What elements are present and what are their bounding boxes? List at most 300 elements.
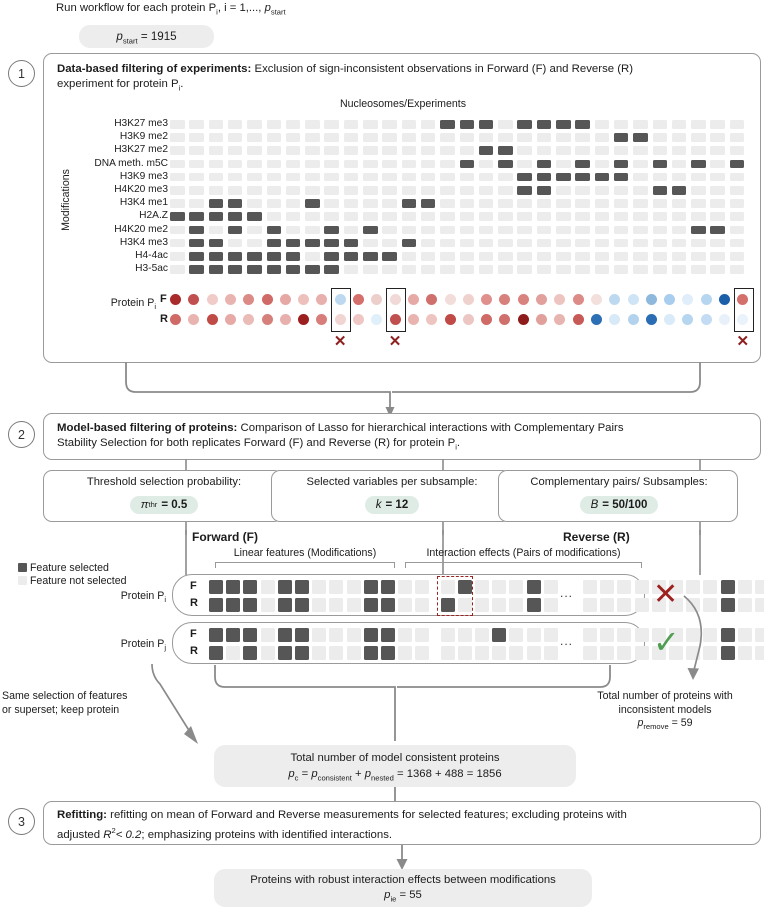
protein-dot-reverse	[243, 314, 254, 325]
consistent-box-plus: +	[355, 768, 362, 780]
heatmap-cell	[267, 146, 282, 155]
excluded-experiment-box	[386, 288, 406, 332]
heatmap-cell	[595, 252, 610, 261]
heatmap-cell	[286, 186, 301, 195]
heatmap-cell	[209, 160, 224, 169]
heatmap-cell	[710, 212, 725, 221]
protein-dot-forward	[573, 294, 584, 305]
heatmap-cell	[228, 133, 243, 142]
heatmap-cell	[228, 160, 243, 169]
heatmap-cell	[267, 239, 282, 248]
consistent-box-pc-sub: c	[294, 773, 299, 783]
heatmap-cell	[460, 160, 475, 169]
protein-dot-reverse	[445, 314, 456, 325]
heatmap-cell	[363, 265, 378, 274]
legend-not-selected-text: Feature not selected	[29, 575, 127, 587]
protein-dot-forward	[371, 294, 382, 305]
step-3-desc-b3: ; emphasizing proteins with identified interactions.	[141, 828, 393, 841]
heatmap-cell	[537, 160, 552, 169]
heatmap-cell	[672, 239, 687, 248]
param-symbol: B	[590, 499, 599, 511]
step-2-desc-a: Comparison of Lasso for hierarchical interactions with Complementary Pairs	[240, 422, 624, 434]
protein-i-label-sub: i	[164, 595, 166, 605]
protein-dot-reverse	[664, 314, 675, 325]
note-keep-protein-b: or superset; keep protein	[2, 703, 120, 716]
heatmap-cell	[460, 173, 475, 182]
step-3-badge	[8, 808, 35, 835]
heatmap-cell	[286, 252, 301, 261]
heatmap-cell	[344, 160, 359, 169]
heatmap-cell	[479, 199, 494, 208]
dot-row-r-text: R	[160, 313, 168, 325]
heatmap-cell	[498, 199, 513, 208]
heatmap-cell	[691, 212, 706, 221]
protein-dot-reverse	[207, 314, 218, 325]
heatmap-cell	[228, 265, 243, 274]
heatmap-cell	[537, 239, 552, 248]
protein-dot-reverse	[682, 314, 693, 325]
heatmap-cell	[730, 226, 745, 235]
protein-dot-reverse	[225, 314, 236, 325]
heatmap-cell	[556, 133, 571, 142]
consistent-box-p2: p	[364, 768, 372, 780]
heatmap-cell	[228, 146, 243, 155]
modification-label: H3K4 me3	[119, 236, 168, 248]
heatmap-cell	[363, 160, 378, 169]
protein-dot-forward	[682, 294, 693, 305]
heatmap-cell	[363, 252, 378, 261]
heatmap-cell	[402, 199, 417, 208]
step-1-desc-end: .	[180, 78, 184, 90]
step-3-desc-a: refitting on mean of Forward and Reverse measurements for selected features; excluding proteins with	[110, 809, 627, 821]
heatmap-cell	[305, 252, 320, 261]
heatmap-cell	[691, 199, 706, 208]
heatmap-cell	[440, 173, 455, 182]
protein-dot-reverse	[719, 314, 730, 325]
heatmap-cell	[730, 186, 745, 195]
heatmap-cell	[730, 199, 745, 208]
heatmap-cell	[286, 133, 301, 142]
protein-dot-forward	[262, 294, 273, 305]
protein-dot-reverse	[463, 314, 474, 325]
heatmap-cell	[286, 226, 301, 235]
heatmap-cell	[614, 160, 629, 169]
heatmap-cell	[305, 173, 320, 182]
step-1-number: 1	[18, 66, 25, 81]
heatmap-cell	[189, 265, 204, 274]
heatmap-cell	[228, 199, 243, 208]
heatmap-cell	[267, 252, 282, 261]
heatmap-cell	[305, 186, 320, 195]
protein-dot-reverse	[573, 314, 584, 325]
heatmap-cell	[189, 186, 204, 195]
heatmap-cell	[614, 265, 629, 274]
heatmap-cell	[402, 160, 417, 169]
heatmap-cell	[286, 173, 301, 182]
final-result-eq: = 55	[399, 889, 422, 901]
protein-dot-reverse	[591, 314, 602, 325]
heatmap-cell	[402, 173, 417, 182]
protein-dot-reverse	[499, 314, 510, 325]
heatmap-cell	[575, 186, 590, 195]
heatmap-cell	[537, 252, 552, 261]
heatmap-cell	[633, 265, 648, 274]
heatmap-cell	[460, 133, 475, 142]
protein-dot-forward	[243, 294, 254, 305]
param-box-threshold-selection-probability	[43, 470, 283, 522]
heatmap-cell	[517, 186, 532, 195]
protein-dot-forward	[646, 294, 657, 305]
heatmap-cell	[267, 173, 282, 182]
final-result-sub: ie	[390, 894, 397, 904]
final-result-value	[384, 888, 422, 903]
heatmap-cell	[672, 173, 687, 182]
heatmap-cell	[537, 226, 552, 235]
heatmap-cell	[286, 160, 301, 169]
heatmap-cell	[421, 120, 436, 129]
param-value-wrap	[44, 495, 284, 514]
run-caption-p-sub: start	[270, 7, 286, 17]
heatmap-cell	[710, 160, 725, 169]
heatmap-cell	[247, 186, 262, 195]
heatmap-cell	[402, 120, 417, 129]
legend-feature-not-selected	[18, 575, 127, 589]
param-value-pill	[365, 496, 419, 514]
heatmap-cell	[382, 133, 397, 142]
protein-dot-reverse	[518, 314, 529, 325]
heatmap-cell	[537, 146, 552, 155]
heatmap-cell	[382, 212, 397, 221]
heatmap-cell	[363, 133, 378, 142]
heatmap-cell	[344, 146, 359, 155]
heatmap-cell	[363, 173, 378, 182]
run-caption-part-b: , i = 1,...,	[217, 2, 265, 14]
heatmap-cell	[363, 239, 378, 248]
heatmap-cell	[537, 212, 552, 221]
heatmap-cell	[479, 226, 494, 235]
protein-dots-label-text: Protein P	[110, 297, 155, 309]
heatmap-cell	[614, 226, 629, 235]
heatmap-cell	[575, 146, 590, 155]
heatmap-cell	[247, 120, 262, 129]
heatmap-cell	[595, 212, 610, 221]
connector-step1-to-step2	[0, 360, 764, 418]
step-1-title: Data-based filtering of experiments:	[57, 63, 252, 75]
pstart-symbol: p	[116, 30, 123, 43]
heatmap-cell	[189, 239, 204, 248]
heatmap-cell	[672, 160, 687, 169]
modification-label: H3K4 me1	[119, 197, 168, 209]
note-inconsistent-value: = 59	[671, 717, 693, 729]
protein-dot-forward	[536, 294, 547, 305]
heatmap-cell	[189, 133, 204, 142]
excluded-experiment-box	[734, 288, 754, 332]
heatmap-cell	[440, 252, 455, 261]
step-1-desc-a: Exclusion of sign-inconsistent observations in Forward (F) and Reverse (R)	[254, 63, 634, 75]
heatmap-cell	[498, 160, 513, 169]
heatmap-cell	[421, 199, 436, 208]
heatmap-cell	[691, 146, 706, 155]
reverse-header	[563, 530, 630, 544]
heatmap-cell	[209, 212, 224, 221]
heatmap-cell	[691, 186, 706, 195]
heatmap-cell	[402, 239, 417, 248]
heatmap-cell	[305, 160, 320, 169]
step-2-desc-b: Stability Selection for both replicates Forward (F) and Reverse (R) for protein P	[57, 437, 456, 449]
heatmap-cell	[228, 186, 243, 195]
heatmap-cell	[267, 186, 282, 195]
heatmap-cell	[189, 212, 204, 221]
heatmap-cell	[556, 173, 571, 182]
heatmap-cell	[344, 120, 359, 129]
heatmap-cell	[170, 239, 185, 248]
step-3-desc-b2: < 0.2	[115, 828, 142, 841]
heatmap-cell	[305, 199, 320, 208]
protein-dot-forward	[628, 294, 639, 305]
heatmap-cell	[421, 252, 436, 261]
heatmap-cell	[556, 120, 571, 129]
protein-dot-reverse	[536, 314, 547, 325]
heatmap-cell	[209, 252, 224, 261]
heatmap-cell	[440, 120, 455, 129]
heatmap-cell	[537, 173, 552, 182]
dot-row-f-text: F	[160, 293, 167, 305]
protein-i-r-text: R	[190, 597, 198, 609]
heatmap-cell	[730, 120, 745, 129]
protein-dot-reverse	[353, 314, 364, 325]
protein-dot-reverse	[298, 314, 309, 325]
heatmap-cell	[440, 212, 455, 221]
heatmap-cell	[575, 239, 590, 248]
protein-i-label-text: Protein P	[120, 590, 165, 602]
heatmap-cell	[479, 120, 494, 129]
heatmap-cell	[710, 199, 725, 208]
heatmap-cell	[479, 239, 494, 248]
heatmap-cell	[633, 120, 648, 129]
heatmap-cell	[460, 265, 475, 274]
heatmap-cell	[421, 173, 436, 182]
protein-dots-label	[62, 297, 156, 312]
protein-j-f-text: F	[190, 628, 197, 640]
run-caption-part-a: Run workflow for each protein P	[56, 2, 217, 14]
protein-dot-forward	[426, 294, 437, 305]
heatmap-cell	[228, 226, 243, 235]
modification-label: H4-4ac	[135, 250, 168, 261]
excluded-experiment-x-icon: ✕	[736, 333, 750, 350]
heatmap-cell	[653, 212, 668, 221]
heatmap-cell	[479, 186, 494, 195]
run-caption-p: p	[264, 2, 271, 14]
heatmap-cell	[556, 199, 571, 208]
heatmap-cell	[653, 199, 668, 208]
protein-dot-forward	[225, 294, 236, 305]
protein-dot-forward	[188, 294, 199, 305]
heatmap-cell	[170, 186, 185, 195]
protein-dot-reverse	[316, 314, 327, 325]
step-2-desc-end: .	[456, 437, 461, 449]
excluded-experiment-x-icon: ✕	[333, 333, 347, 350]
heatmap-cell	[267, 120, 282, 129]
step-1-desc-sub: i	[178, 83, 181, 93]
protein-dot-reverse	[609, 314, 620, 325]
modifications-axis-text: Modifications	[60, 169, 72, 231]
heatmap-cell	[286, 199, 301, 208]
heatmap-cell	[324, 239, 339, 248]
heatmap-cell	[228, 212, 243, 221]
heatmap-cell	[479, 146, 494, 155]
heatmap-cell	[614, 133, 629, 142]
note-keep-protein-a: Same selection of features	[2, 690, 128, 702]
heatmap-cell	[517, 265, 532, 274]
heatmap-cell	[710, 146, 725, 155]
heatmap-cell	[479, 160, 494, 169]
protein-dot-forward	[408, 294, 419, 305]
heatmap-cell	[247, 239, 262, 248]
heatmap-cell	[440, 133, 455, 142]
protein-i-ellipsis: ...	[560, 586, 574, 600]
forward-header-text: Forward (F)	[192, 530, 258, 544]
heatmap-cell	[537, 133, 552, 142]
dot-row-f-label	[160, 293, 167, 305]
heatmap-cell	[421, 226, 436, 235]
heatmap-cell	[614, 120, 629, 129]
heatmap-cell	[460, 120, 475, 129]
protein-dot-reverse	[188, 314, 199, 325]
heatmap-cell	[402, 146, 417, 155]
protein-dot-forward	[609, 294, 620, 305]
heatmap-cell	[614, 252, 629, 261]
run-caption-sub-i: i	[216, 7, 218, 17]
step-2-panel	[43, 413, 761, 460]
protein-dot-forward	[719, 294, 730, 305]
heatmap-cell	[421, 265, 436, 274]
heatmap-cell	[653, 173, 668, 182]
heatmap-cell	[460, 186, 475, 195]
heatmap-cell	[170, 212, 185, 221]
heatmap-cell	[653, 239, 668, 248]
heatmap-cell	[672, 226, 687, 235]
heatmap-cell	[460, 239, 475, 248]
heatmap-cell	[710, 252, 725, 261]
heatmap-cell	[517, 212, 532, 221]
heatmap-cell	[595, 146, 610, 155]
heatmap-cell	[189, 160, 204, 169]
heatmap-cell	[575, 199, 590, 208]
heatmap-cell	[498, 239, 513, 248]
heatmap-cell	[363, 212, 378, 221]
heatmap-cell	[460, 146, 475, 155]
step-3-title: Refitting:	[57, 809, 107, 821]
param-box-complementary-pairs-subsamples	[498, 470, 738, 522]
linear-features-label-text: Linear features (Modifications)	[233, 547, 377, 559]
heatmap-cell	[575, 160, 590, 169]
heatmap-cell	[344, 173, 359, 182]
heatmap-cell	[170, 265, 185, 274]
consistent-proteins-box	[214, 745, 576, 787]
linear-features-bracket	[215, 562, 395, 568]
heatmap-cell	[730, 173, 745, 182]
modification-label: H4K20 me2	[114, 223, 168, 235]
protein-dot-forward	[280, 294, 291, 305]
consistent-box-pc: p	[288, 768, 295, 780]
heatmap-cell	[498, 146, 513, 155]
protein-dot-reverse	[262, 314, 273, 325]
protein-j-label-sub: j	[164, 643, 166, 653]
heatmap-cell	[170, 120, 185, 129]
heatmap-cell	[228, 120, 243, 129]
param-symbol: k	[375, 499, 382, 511]
heatmap-cell	[344, 239, 359, 248]
heatmap-cell	[440, 146, 455, 155]
heatmap-cell	[324, 186, 339, 195]
note-inconsistent-sym: p	[637, 717, 644, 729]
heatmap-cell	[653, 186, 668, 195]
heatmap-cell	[517, 120, 532, 129]
protein-dot-forward	[591, 294, 602, 305]
heatmap-cell	[170, 160, 185, 169]
heatmap-cell	[595, 133, 610, 142]
step-1-badge	[8, 60, 35, 87]
heatmap-cell	[305, 212, 320, 221]
protein-dot-reverse	[426, 314, 437, 325]
consistent-box-line1	[290, 750, 499, 766]
heatmap-cell	[479, 212, 494, 221]
heatmap-cell	[517, 252, 532, 261]
legend-selected-swatch	[18, 563, 27, 572]
protein-dot-reverse	[170, 314, 181, 325]
connector-to-result	[0, 845, 764, 871]
legend-feature-selected	[18, 562, 109, 576]
heatmap-cell	[556, 160, 571, 169]
heatmap-cell	[556, 239, 571, 248]
heatmap-cell	[189, 226, 204, 235]
heatmap-cell	[633, 212, 648, 221]
heatmap-cell	[324, 226, 339, 235]
heatmap-cell	[633, 173, 648, 182]
heatmap-cell	[421, 160, 436, 169]
heatmap-cell	[460, 252, 475, 261]
heatmap-cell	[228, 173, 243, 182]
heatmap-cell	[286, 239, 301, 248]
heatmap-cell	[653, 120, 668, 129]
step-2-desc-sub: i	[455, 442, 457, 452]
reverse-header-text: Reverse (R)	[563, 530, 630, 544]
heatmap-cell	[363, 186, 378, 195]
param-value: = 12	[385, 499, 409, 511]
heatmap-cell	[498, 212, 513, 221]
heatmap-cell	[440, 199, 455, 208]
final-result-sym: p	[384, 889, 391, 901]
protein-j-accept-mark: ✓	[653, 624, 680, 660]
heatmap-cell	[363, 199, 378, 208]
step-1-desc-b: experiment for protein P	[57, 78, 179, 90]
heatmap-cell	[382, 173, 397, 182]
heatmap-cell	[614, 186, 629, 195]
protein-dot-reverse	[701, 314, 712, 325]
heatmap-cell	[498, 265, 513, 274]
heatmap-cell	[305, 226, 320, 235]
param-value: = 0.5	[161, 499, 188, 511]
heatmap-cell	[305, 239, 320, 248]
heatmap-cell	[286, 120, 301, 129]
heatmap-cell	[595, 160, 610, 169]
heatmap-cell	[421, 133, 436, 142]
modification-label: H3-5ac	[135, 263, 168, 275]
heatmap-cell	[382, 226, 397, 235]
heatmap-cell	[344, 199, 359, 208]
heatmap-cell	[440, 265, 455, 274]
heatmap-cell	[575, 265, 590, 274]
